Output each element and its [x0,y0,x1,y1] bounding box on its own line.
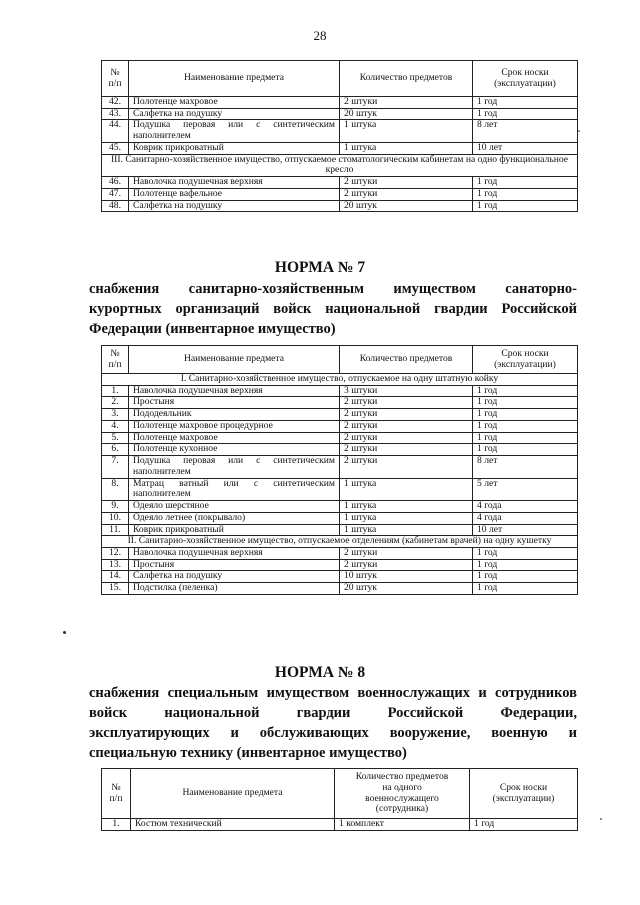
table-row [102,478,578,500]
item-quantity: 2 штуки [340,559,473,571]
item-name: Пододеяльник [129,409,340,421]
header-quantity: Количество предметов на одного военнослужащего (сотрудника) [335,769,470,819]
norm-8-line: специальную технику (инвентарное имущество) [89,745,407,761]
table-row [102,559,578,571]
item-term: 1 год [473,420,578,432]
item-term: 5 лет [473,478,578,500]
item-term: 1 год [473,200,578,212]
item-name: Подушка перовая или с синтетическим наполнителем [129,456,340,478]
item-name: Простыня [129,397,340,409]
header-number: № п/п [102,61,129,97]
table-row [102,97,578,109]
item-name: Одеяло шерстяное [129,501,340,513]
item-number: 7. [102,456,129,478]
table-row [102,188,578,200]
norm-8-table [101,768,578,831]
item-term: 1 год [473,97,578,109]
item-name: Полотенце махровое процедурное [129,420,340,432]
item-number: 2. [102,397,129,409]
item-quantity: 20 штук [340,200,473,212]
item-name: Коврик прикроватный [129,524,340,536]
item-number: 43. [102,108,129,120]
norm-7-line: Федерации (инвентарное имущество) [89,321,336,337]
item-number: 4. [102,420,129,432]
item-term: 1 год [473,108,578,120]
item-term: 4 года [473,512,578,524]
scan-speck [578,130,580,132]
header-term: Срок носки (эксплуатации) [470,769,578,819]
item-number: 6. [102,444,129,456]
norm-8-line: эксплуатирующих и обслуживающих вооружение, военную и [89,725,577,741]
item-term: 1 год [473,548,578,560]
item-number: 11. [102,524,129,536]
header-item-name: Наименование предмета [131,769,335,819]
item-quantity: 1 штука [340,142,473,154]
scan-speck [600,818,602,820]
table-row [102,177,578,189]
item-term: 1 год [473,177,578,189]
section-row [102,374,578,386]
item-name: Полотенце махровое [129,97,340,109]
table-row [102,583,578,595]
header-term: Срок носки (эксплуатации) [473,61,578,97]
header-term: Срок носки (эксплуатации) [473,346,578,374]
table-row [102,512,578,524]
item-quantity: 2 штуки [340,444,473,456]
item-quantity: 1 комплект [335,819,470,831]
norm-8-line: войск национальной гвардии Российской Федерации, [89,705,577,721]
item-quantity: 3 штуки [340,385,473,397]
item-number: 47. [102,188,129,200]
page-number: 28 [313,28,327,43]
item-quantity: 2 штуки [340,420,473,432]
item-quantity: 1 штука [340,501,473,513]
header-item-name: Наименование предмета [129,346,340,374]
item-number: 42. [102,97,129,109]
item-number: 5. [102,432,129,444]
item-name: Салфетка на подушку [129,571,340,583]
item-term: 1 год [473,397,578,409]
table-row [102,571,578,583]
item-number: 12. [102,548,129,560]
section-heading: I. Санитарно-хозяйственное имущество, отпускаемое на одну штатную койку [102,374,578,386]
item-quantity: 1 штука [340,512,473,524]
item-name: Простыня [129,559,340,571]
item-quantity: 20 штук [340,583,473,595]
item-quantity: 1 штука [340,524,473,536]
section-row [102,154,578,176]
table-row [102,420,578,432]
item-term: 1 год [473,583,578,595]
item-number: 10. [102,512,129,524]
item-term: 1 год [473,432,578,444]
table-row [102,456,578,478]
item-name: Полотенце вафельное [129,188,340,200]
table-row [102,444,578,456]
norm-7-description [89,279,577,339]
header-quantity: Количество предметов [340,61,473,97]
item-term: 1 год [473,559,578,571]
item-number: 14. [102,571,129,583]
item-name: Полотенце кухонное [129,444,340,456]
item-number: 9. [102,501,129,513]
item-number: 15. [102,583,129,595]
item-quantity: 2 штуки [340,548,473,560]
item-term: 4 года [473,501,578,513]
item-quantity: 2 штуки [340,456,473,478]
table-row [102,200,578,212]
item-number: 8. [102,478,129,500]
section-row [102,536,578,548]
item-term: 1 год [473,444,578,456]
table-row [102,524,578,536]
norm-8-line: снабжения специальным имуществом военнослужащих и сотрудников [89,685,577,701]
table-row [102,108,578,120]
item-term: 8 лет [473,120,578,142]
norm-7-line: курортных организаций войск национальной гвардии Российской [89,301,577,317]
item-number: 1. [102,385,129,397]
norm-8-title: НОРМА № 8 [274,664,366,681]
item-number: 46. [102,177,129,189]
item-quantity: 2 штуки [340,177,473,189]
item-term: 10 лет [473,524,578,536]
item-name: Матрац ватный или с синтетическим наполнителем [129,478,340,500]
supplies-table-continuation [101,60,578,212]
item-quantity: 20 штук [340,108,473,120]
item-name: Наволочка подушечная верхняя [129,177,340,189]
norm-7-title: НОРМА № 7 [274,259,366,276]
table-row [102,409,578,421]
header-item-name: Наименование предмета [129,61,340,97]
norm-7-table [101,345,578,595]
item-name: Салфетка на подушку [129,200,340,212]
item-term: 1 год [473,188,578,200]
item-name: Подушка перовая или с синтетическим наполнителем [129,120,340,142]
item-quantity: 1 штука [340,120,473,142]
item-quantity: 2 штуки [340,188,473,200]
scan-speck [63,631,66,634]
item-name: Наволочка подушечная верхняя [129,548,340,560]
item-name: Подстилка (пеленка) [129,583,340,595]
table-header-row [102,346,578,374]
header-number: № п/п [102,346,129,374]
table-header-row [102,61,578,97]
table-row [102,501,578,513]
norm-7-line: снабжения санитарно-хозяйственным имуществом санаторно- [89,281,577,297]
item-number: 3. [102,409,129,421]
item-quantity: 2 штуки [340,397,473,409]
table-row [102,432,578,444]
table-row [102,397,578,409]
header-number: № п/п [102,769,131,819]
item-term: 1 год [473,571,578,583]
table-row [102,385,578,397]
item-quantity: 2 штуки [340,409,473,421]
item-number: 45. [102,142,129,154]
item-number: 44. [102,120,129,142]
table-header-row [102,769,578,819]
item-name: Наволочка подушечная верхняя [129,385,340,397]
item-term: 1 год [473,385,578,397]
item-quantity: 2 штуки [340,97,473,109]
table-row [102,548,578,560]
item-quantity: 10 штук [340,571,473,583]
item-number: 1. [102,819,131,831]
item-name: Одеяло летнее (покрывало) [129,512,340,524]
table-row [102,142,578,154]
table-row [102,819,578,831]
item-term: 1 год [470,819,578,831]
item-quantity: 1 штука [340,478,473,500]
item-name: Салфетка на подушку [129,108,340,120]
header-quantity: Количество предметов [340,346,473,374]
item-term: 1 год [473,409,578,421]
section-heading: III. Санитарно-хозяйственное имущество, отпускаемое стоматологическим кабинетам на одно функциональное кресло [102,154,578,176]
table-row [102,120,578,142]
item-term: 8 лет [473,456,578,478]
item-number: 48. [102,200,129,212]
item-name: Коврик прикроватный [129,142,340,154]
item-name: Костюм технический [131,819,335,831]
item-term: 10 лет [473,142,578,154]
section-heading: II. Санитарно-хозяйственное имущество, отпускаемое отделениям (кабинетам врачей) на одну кушетку [102,536,578,548]
item-name: Полотенце махровое [129,432,340,444]
item-number: 13. [102,559,129,571]
item-quantity: 2 штуки [340,432,473,444]
norm-8-description [89,683,577,763]
